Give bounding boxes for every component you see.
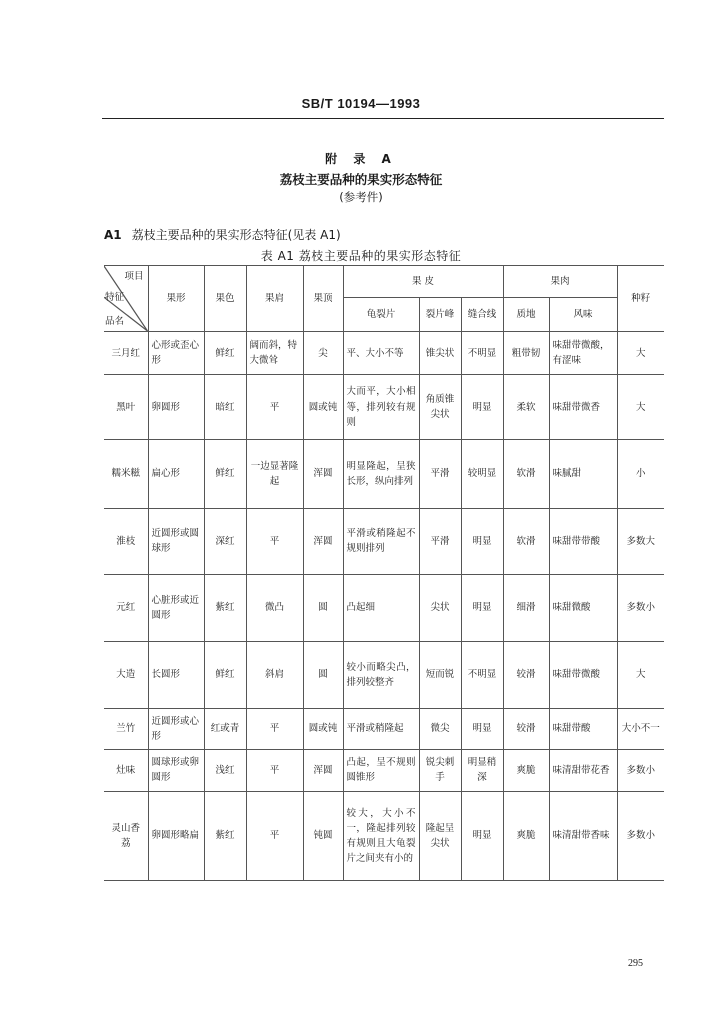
cell-flavor: 味甜微酸	[549, 575, 617, 642]
cell-shape: 长圆形	[148, 641, 204, 709]
table-row	[104, 439, 664, 508]
header-apex: 果顶	[303, 266, 343, 332]
cell-apex: 浑圆	[303, 439, 343, 508]
cell-shoulder: 微凸	[246, 575, 303, 642]
cell-tubercle: 平滑或稍隆起	[343, 709, 419, 749]
header-color: 果色	[204, 266, 246, 332]
header-seed: 种籽	[617, 266, 664, 332]
cell-tubercle-peak: 角质锥尖状	[419, 375, 461, 440]
cell-shoulder: 斜肩	[246, 641, 303, 709]
cell-apex: 尖	[303, 332, 343, 375]
cell-texture: 爽脆	[503, 749, 549, 791]
cell-apex: 浑圆	[303, 508, 343, 575]
cell-flavor: 味腻甜	[549, 439, 617, 508]
fruit-characteristics-table	[104, 265, 664, 881]
cell-texture: 较滑	[503, 641, 549, 709]
cell-variety-name: 三月红	[104, 332, 148, 375]
cell-apex: 圆	[303, 641, 343, 709]
cell-suture: 明显	[461, 709, 503, 749]
table-row	[104, 332, 664, 375]
header-shoulder: 果肩	[246, 266, 303, 332]
cell-shoulder: 平	[246, 749, 303, 791]
cell-flavor: 味甜带酸	[549, 709, 617, 749]
corner-item-label: 项目	[124, 271, 144, 282]
cell-suture: 明显稍深	[461, 749, 503, 791]
cell-shoulder: 平	[246, 508, 303, 575]
cell-color: 紫红	[204, 792, 246, 881]
cell-tubercle-peak: 平滑	[419, 439, 461, 508]
cell-apex: 圆或钝	[303, 709, 343, 749]
cell-tubercle: 凸起细	[343, 575, 419, 642]
cell-tubercle: 大而平，大小相等，排列较有规则	[343, 375, 419, 440]
cell-tubercle-peak: 微尖	[419, 709, 461, 749]
section-heading	[104, 226, 341, 243]
appendix-title: 荔枝主要品种的果实形态特征	[279, 172, 443, 187]
cell-apex: 钝圆	[303, 792, 343, 881]
cell-shape: 心脏形或近圆形	[148, 575, 204, 642]
table-caption: 表 A1 荔枝主要品种的果实形态特征	[260, 249, 462, 263]
header-texture: 质地	[503, 298, 549, 332]
cell-texture: 细滑	[503, 575, 549, 642]
cell-variety-name: 黑叶	[104, 375, 148, 440]
cell-texture: 软滑	[503, 439, 549, 508]
appendix-note: (参考件)	[339, 190, 383, 204]
cell-apex: 圆	[303, 575, 343, 642]
cell-texture: 较滑	[503, 709, 549, 749]
cell-seed: 多数小	[617, 749, 664, 791]
cell-shape: 卵圆形略扁	[148, 792, 204, 881]
cell-suture: 较明显	[461, 439, 503, 508]
header-peel: 果 皮	[343, 266, 503, 298]
corner-variety-label: 品名	[105, 315, 125, 327]
section-text: 荔枝主要品种的果实形态特征(见表 A1)	[131, 228, 341, 242]
cell-shape: 心形或歪心形	[148, 332, 204, 375]
cell-suture: 不明显	[461, 332, 503, 375]
cell-shoulder: 阔而斜，特大微耸	[246, 332, 303, 375]
cell-tubercle-peak: 尖状	[419, 575, 461, 642]
cell-texture: 粗带韧	[503, 332, 549, 375]
cell-suture: 不明显	[461, 641, 503, 709]
cell-shape: 近圆形或心形	[148, 709, 204, 749]
cell-shape: 近圆形或圆球形	[148, 508, 204, 575]
cell-seed: 大	[617, 641, 664, 709]
cell-color: 暗红	[204, 375, 246, 440]
cell-flavor: 味清甜带花香	[549, 749, 617, 791]
cell-variety-name: 淮枝	[104, 508, 148, 575]
table-row	[104, 709, 664, 749]
cell-seed: 小	[617, 439, 664, 508]
cell-shape: 卵圆形	[148, 375, 204, 440]
cell-flavor: 味甜带带酸	[549, 508, 617, 575]
table-row	[104, 792, 664, 881]
corner-header-cell	[104, 266, 148, 332]
cell-color: 深红	[204, 508, 246, 575]
cell-seed: 大	[617, 375, 664, 440]
cell-tubercle-peak: 短而锐	[419, 641, 461, 709]
cell-texture: 软滑	[503, 508, 549, 575]
cell-seed: 多数小	[617, 792, 664, 881]
cell-tubercle: 较小而略尖凸，排列较整齐	[343, 641, 419, 709]
cell-seed: 多数小	[617, 575, 664, 642]
header-flavor: 风味	[549, 298, 617, 332]
cell-seed: 大	[617, 332, 664, 375]
header-tubercle-peak: 裂片峰	[419, 298, 461, 332]
cell-tubercle: 平滑或稍隆起不规则排列	[343, 508, 419, 575]
cell-color: 鲜红	[204, 332, 246, 375]
cell-suture: 明显	[461, 375, 503, 440]
cell-tubercle-peak: 平滑	[419, 508, 461, 575]
cell-variety-name: 糯米糍	[104, 439, 148, 508]
cell-suture: 明显	[461, 575, 503, 642]
cell-color: 紫红	[204, 575, 246, 642]
appendix-label: 附 录 A	[325, 152, 397, 166]
corner-feature-label: 特征	[105, 292, 125, 303]
cell-variety-name: 兰竹	[104, 709, 148, 749]
table-row	[104, 375, 664, 440]
cell-color: 浅红	[204, 749, 246, 791]
cell-shoulder: 平	[246, 709, 303, 749]
cell-tubercle-peak: 锐尖刺手	[419, 749, 461, 791]
cell-variety-name: 大造	[104, 641, 148, 709]
cell-shoulder: 平	[246, 375, 303, 440]
cell-color: 鲜红	[204, 641, 246, 709]
header-rule	[102, 118, 664, 119]
table-row	[104, 575, 664, 642]
cell-tubercle-peak: 隆起呈尖状	[419, 792, 461, 881]
cell-variety-name: 灶味	[104, 749, 148, 791]
cell-suture: 明显	[461, 792, 503, 881]
cell-tubercle: 平、大小不等	[343, 332, 419, 375]
cell-color: 红或青	[204, 709, 246, 749]
cell-variety-name: 元红	[104, 575, 148, 642]
section-number: A1	[104, 228, 122, 242]
cell-shoulder: 一边显著隆起	[246, 439, 303, 508]
cell-color: 鲜红	[204, 439, 246, 508]
header-flesh: 果肉	[503, 266, 617, 298]
header-suture: 缝合线	[461, 298, 503, 332]
cell-shape: 圆球形或卵圆形	[148, 749, 204, 791]
table-row	[104, 508, 664, 575]
header-tubercle: 龟裂片	[343, 298, 419, 332]
cell-texture: 柔软	[503, 375, 549, 440]
cell-apex: 浑圆	[303, 749, 343, 791]
cell-tubercle-peak: 锥尖状	[419, 332, 461, 375]
cell-tubercle: 凸起，呈不规则圆锥形	[343, 749, 419, 791]
cell-shape: 扁心形	[148, 439, 204, 508]
cell-seed: 多数大	[617, 508, 664, 575]
cell-seed: 大小不一	[617, 709, 664, 749]
cell-flavor: 味清甜带香味	[549, 792, 617, 881]
cell-variety-name: 灵山香荔	[104, 792, 148, 881]
table-row	[104, 641, 664, 709]
cell-suture: 明显	[461, 508, 503, 575]
cell-texture: 爽脆	[503, 792, 549, 881]
cell-flavor: 味甜带微酸，有涩味	[549, 332, 617, 375]
standard-code: SB/T 10194—1993	[301, 96, 421, 111]
page-number: 295	[628, 958, 643, 969]
cell-shoulder: 平	[246, 792, 303, 881]
cell-flavor: 味甜带微酸	[549, 641, 617, 709]
header-shape: 果形	[148, 266, 204, 332]
cell-tubercle: 明显隆起，呈狭长形，纵向排列	[343, 439, 419, 508]
table-row	[104, 749, 664, 791]
cell-apex: 圆或钝	[303, 375, 343, 440]
cell-tubercle: 较大，大小不一，隆起排列较有规则且大龟裂片之间夹有小的	[343, 792, 419, 881]
cell-flavor: 味甜带微香	[549, 375, 617, 440]
